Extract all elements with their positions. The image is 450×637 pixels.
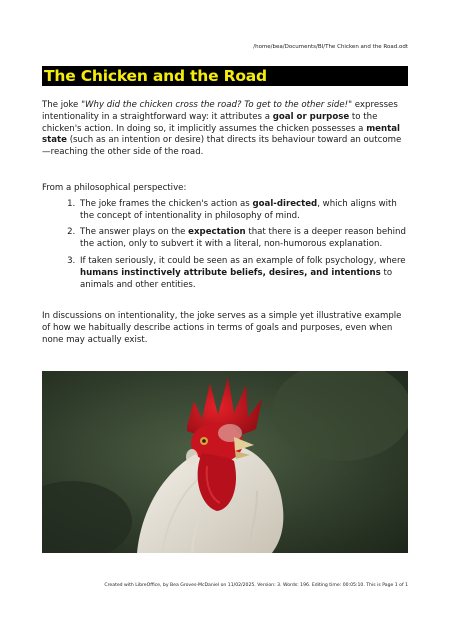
rooster-image bbox=[42, 371, 408, 553]
list-item bbox=[78, 199, 408, 223]
bold-goal-directed: goal-directed bbox=[252, 198, 318, 209]
list-item bbox=[78, 227, 408, 251]
text-run: expresses intentionality in a straightforward way: it attributes a bbox=[42, 100, 398, 122]
text-run: (such as an intention or desire) that directs its behaviour toward an outcome—reaching the other side of the road. bbox=[42, 135, 402, 158]
paragraph-conclusion: In discussions on intentionality, the joke serves as a simple yet illustrative example of how we habitually describe actions in terms of goals and purposes, even when none may actually exist. bbox=[42, 311, 402, 345]
document-body bbox=[42, 100, 408, 347]
bold-expectation: expectation bbox=[188, 227, 246, 238]
document-title: The Chicken and the Road bbox=[44, 67, 267, 85]
bold-mental-state: mental state bbox=[42, 123, 400, 146]
paragraph-perspective: From a philosophical perspective: bbox=[42, 182, 187, 193]
joke-quote: "Why did the chicken cross the road? To get to the other side!" bbox=[81, 100, 353, 110]
text-run: If taken seriously, it could be seen as an example of folk psychology, where bbox=[80, 255, 406, 266]
rooster-photo bbox=[42, 371, 408, 553]
list-item bbox=[78, 256, 408, 291]
document-footer: Created with LibreOffice, by Bea Groves-McDaniel on 11/02/2025. Version: 3. Words: 196. Editing time: 00:05:10. This is Page 1 of 1 bbox=[104, 583, 408, 588]
text-run: , which aligns with the concept of intentionality in philosophy of mind. bbox=[80, 198, 397, 221]
text-run: The joke frames the chicken's action as bbox=[80, 198, 253, 209]
text-run: to the chicken's action. In doing so, it implicitly assumes the chicken possesses a bbox=[42, 111, 378, 134]
text-run: to animals and other entities. bbox=[80, 267, 393, 290]
text-run: The answer plays on the bbox=[80, 227, 189, 238]
header-file-path: /home/bea/Documents/BI/The Chicken and the Road.odt bbox=[253, 44, 408, 50]
bold-goal-or-purpose: goal or purpose bbox=[272, 111, 350, 122]
text-run: that there is a deeper reason behind the action, only to subvert it with a literal, non-humorous explanation. bbox=[80, 227, 406, 250]
bold-attribution: humans instinctively attribute beliefs, desires, and intentions bbox=[80, 267, 381, 278]
numbered-list bbox=[42, 199, 408, 292]
text-run: The joke bbox=[42, 100, 82, 110]
title-bar bbox=[42, 66, 408, 86]
paragraph-intro bbox=[42, 100, 408, 159]
